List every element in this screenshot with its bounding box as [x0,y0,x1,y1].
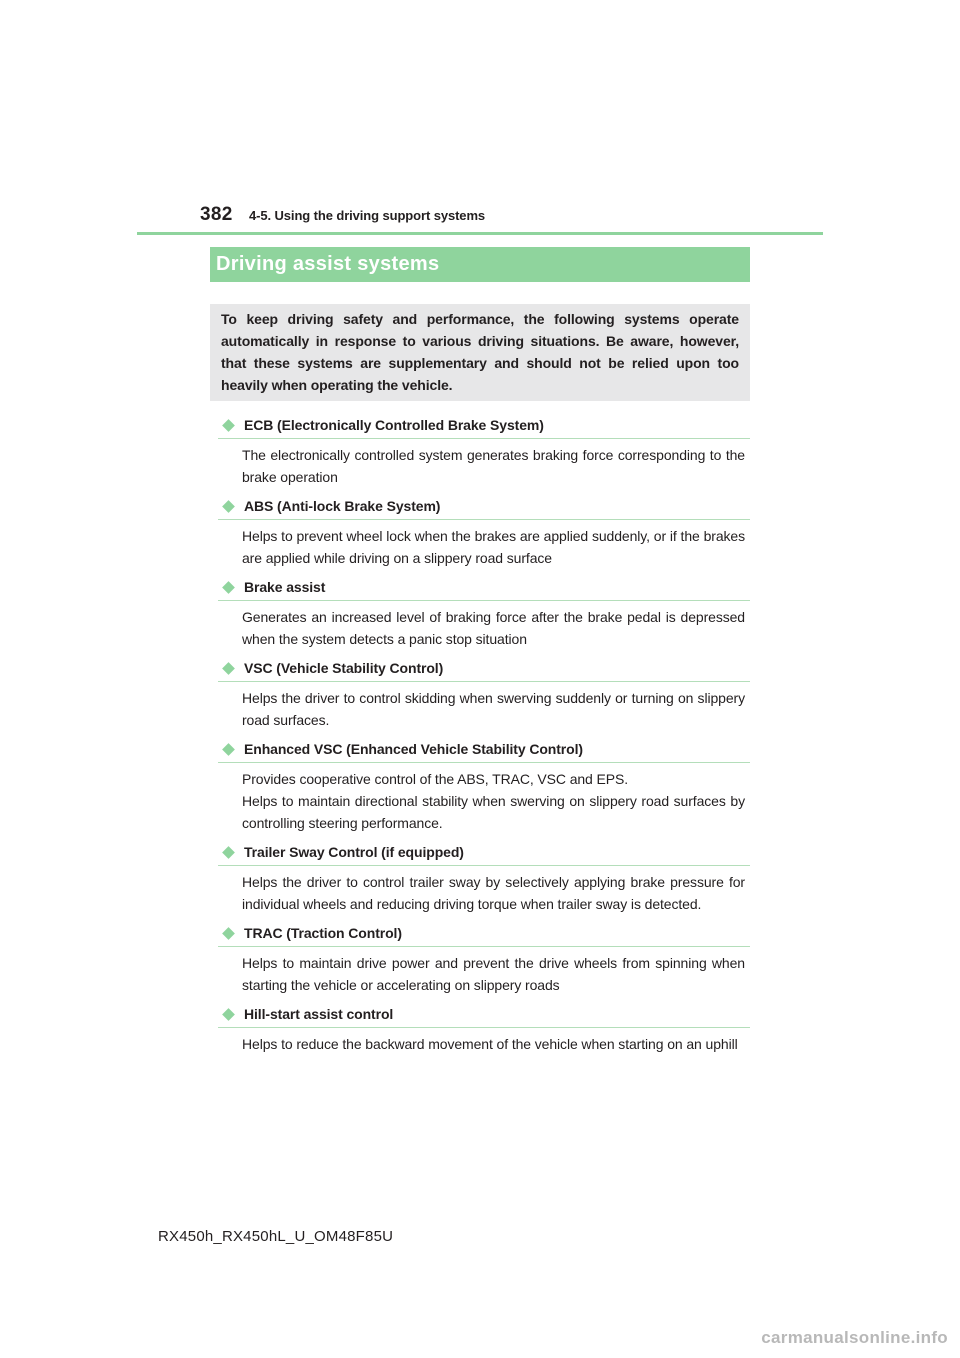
system-list [218,414,750,1062]
system-description [242,952,745,996]
system-description [242,606,745,650]
page-header [200,204,485,226]
description-paragraph: Helps the driver to control trailer sway by selectively applying brake pressure for individual wheels and reducing driving torque when trailer sway is detected. [242,874,745,912]
system-name: ECB (Electronically Controlled Brake System) [244,417,544,433]
system-name: VSC (Vehicle Stability Control) [244,660,444,676]
diamond-bullet-icon [222,419,235,432]
description-paragraph: Provides cooperative control of the ABS, TRAC, VSC and EPS. [242,771,629,787]
system-item [218,922,750,996]
system-name: Brake assist [244,579,326,595]
system-item [218,738,750,834]
section-path: 4-5. Using the driving support systems [249,208,486,223]
system-heading [218,576,750,601]
diamond-bullet-icon [222,846,235,859]
system-heading [218,922,750,947]
diamond-bullet-icon [222,581,235,594]
intro-text: To keep driving safety and performance, the following systems operate automatically in response to various driving situations. Be aware, however, that these systems are supplementary and should not be relied upon too heavily when operating the vehicle. [221,311,739,393]
system-name: Trailer Sway Control (if equipped) [244,844,464,860]
system-description [242,1033,745,1055]
description-paragraph: Helps the driver to control skidding when swerving suddenly or turning on slippery road surfaces. [242,690,745,728]
system-description [242,444,745,488]
system-name: ABS (Anti-lock Brake System) [244,498,441,514]
system-heading [218,495,750,520]
diamond-bullet-icon [222,1008,235,1021]
system-heading [218,414,750,439]
description-paragraph: Helps to maintain drive power and prevent the drive wheels from spinning when starting the vehicle or accelerating on slippery roads [242,955,745,993]
system-heading [218,657,750,682]
system-item [218,495,750,569]
description-paragraph: Helps to prevent wheel lock when the brakes are applied suddenly, or if the brakes are applied while driving on a slippery road surface [242,528,745,566]
system-item [218,657,750,731]
system-description [242,687,745,731]
system-name: Hill-start assist control [244,1006,394,1022]
system-item [218,414,750,488]
system-name: Enhanced VSC (Enhanced Vehicle Stability Control) [244,741,583,757]
system-description [242,871,745,915]
diamond-bullet-icon [222,743,235,756]
header-rule [137,232,823,235]
diamond-bullet-icon [222,927,235,940]
system-item [218,576,750,650]
system-description [242,768,745,834]
description-paragraph: Helps to reduce the backward movement of the vehicle when starting on an uphill [242,1036,738,1052]
diamond-bullet-icon [222,662,235,675]
system-heading [218,1003,750,1028]
system-heading [218,841,750,866]
description-paragraph: Helps to maintain directional stability when swerving on slippery road surfaces by controlling steering performance. [242,793,745,831]
document-code: RX450h_RX450hL_U_OM48F85U [158,1228,394,1245]
system-name: TRAC (Traction Control) [244,925,402,941]
page-number: 382 [200,204,233,225]
system-heading [218,738,750,763]
system-item [218,1003,750,1055]
watermark: carmanualsonline.info [761,1328,948,1347]
system-description [242,525,745,569]
diamond-bullet-icon [222,500,235,513]
intro-box [210,304,750,401]
description-paragraph: The electronically controlled system generates braking force corresponding to the brake operation [242,447,745,485]
system-item [218,841,750,915]
section-title-bar [210,247,750,282]
section-title: Driving assist systems [216,253,440,275]
description-paragraph: Generates an increased level of braking force after the brake pedal is depressed when the system detects a panic stop situation [242,609,745,647]
